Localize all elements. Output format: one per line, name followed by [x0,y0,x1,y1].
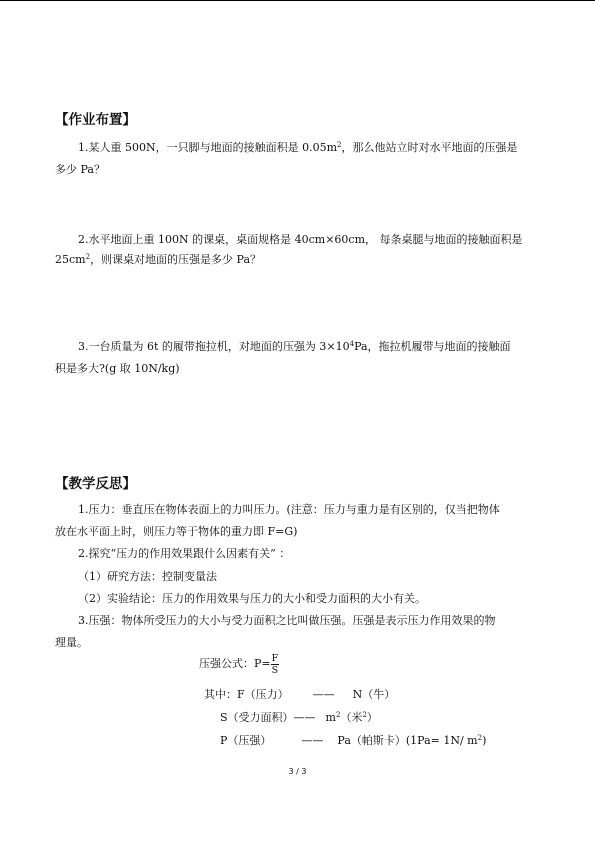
area-label: S（受力面积）—— [220,711,316,724]
pressure-formula [199,651,279,677]
area-unit-c: ） [366,711,378,724]
question-2-superscript: 2 [85,253,91,261]
question-1-superscript: 2 [337,141,342,149]
question-3-superscript: 4 [349,340,355,348]
question-3-text-b: Pa，拖拉机履带与地面的接触面 [354,340,511,353]
reflection-point-1-line-1: 1.压力：垂直压在物体表面上的力叫压力。(注意：压力与重力是有区别的，仅当把物体 [78,503,500,516]
pressure-dash: —— [301,734,324,747]
question-1-line-2: 多少 Pa？ [55,163,105,176]
force-label: 其中：F（压力） [204,688,289,701]
question-2-line-1: 2.水平地面上重 100N 的课桌，桌面规格是 40cm×60cm， 每条桌腿与地面的接触面积是 [78,233,523,246]
force-dash: —— [312,688,335,701]
question-2-text-b: ，则课桌对地面的压强是多少 Pa？ [90,253,262,266]
question-3-line-2: 积是多大?(g 取 10N/kg) [55,362,180,375]
question-3-text-a: 3.一台质量为 6t 的履带拖拉机，对地面的压强为 3×10 [78,340,350,353]
reflection-point-2-conclusion: （2）实验结论：压力的作用效果与压力的大小和受力面积的大小有关。 [78,592,426,605]
formula-where-force [204,688,395,701]
formula-numerator: F [271,652,279,664]
question-1-text-a: 1.某人重 500N，一只脚与地面的接触面积是 0.05m [78,141,338,154]
header-rule [0,0,595,1]
formula-fraction [271,653,280,676]
reflection-point-1-line-2: 放在水平面上时，则压力等于物体的重力即 F=G) [55,525,298,538]
pressure-unit-end: ) [482,734,487,747]
reflection-heading: 【教学反思】 [55,476,136,492]
area-unit-sup-2: 2 [362,711,367,719]
question-3-line-1 [78,340,511,353]
pressure-unit-sup: 2 [477,734,483,742]
area-unit-b: （米 [340,711,363,724]
reflection-point-3-line-2: 理量。 [55,636,88,649]
question-2-text-a: 25cm [55,253,86,266]
formula-area [220,711,378,724]
area-unit-a: m [325,711,336,724]
formula-pressure [220,734,486,747]
pressure-unit: Pa（帕斯卡）(1Pa= 1N/ m [337,734,478,747]
area-unit-sup: 2 [335,711,341,719]
reflection-point-2: 2.探究“压力的作用效果跟什么因素有关” ： [78,547,291,560]
page-number: 3 / 3 [288,767,307,776]
reflection-point-3-line-1: 3.压强：物体所受压力的大小与受力面积之比叫做压强。压强是表示压力作用效果的物 [78,614,496,627]
homework-heading: 【作业布置】 [55,112,136,128]
pressure-label: P（压强） [220,734,272,747]
formula-label: 压强公式：P= [199,657,271,670]
reflection-point-2-method: （1）研究方法：控制变量法 [78,570,217,583]
question-2-line-2 [55,253,261,266]
question-1-text-b: ，那么他站立时对水平地面的压强是 [341,141,518,154]
force-unit: N（牛） [352,688,396,701]
formula-denominator: S [271,664,279,676]
question-1-line-1 [78,141,518,154]
